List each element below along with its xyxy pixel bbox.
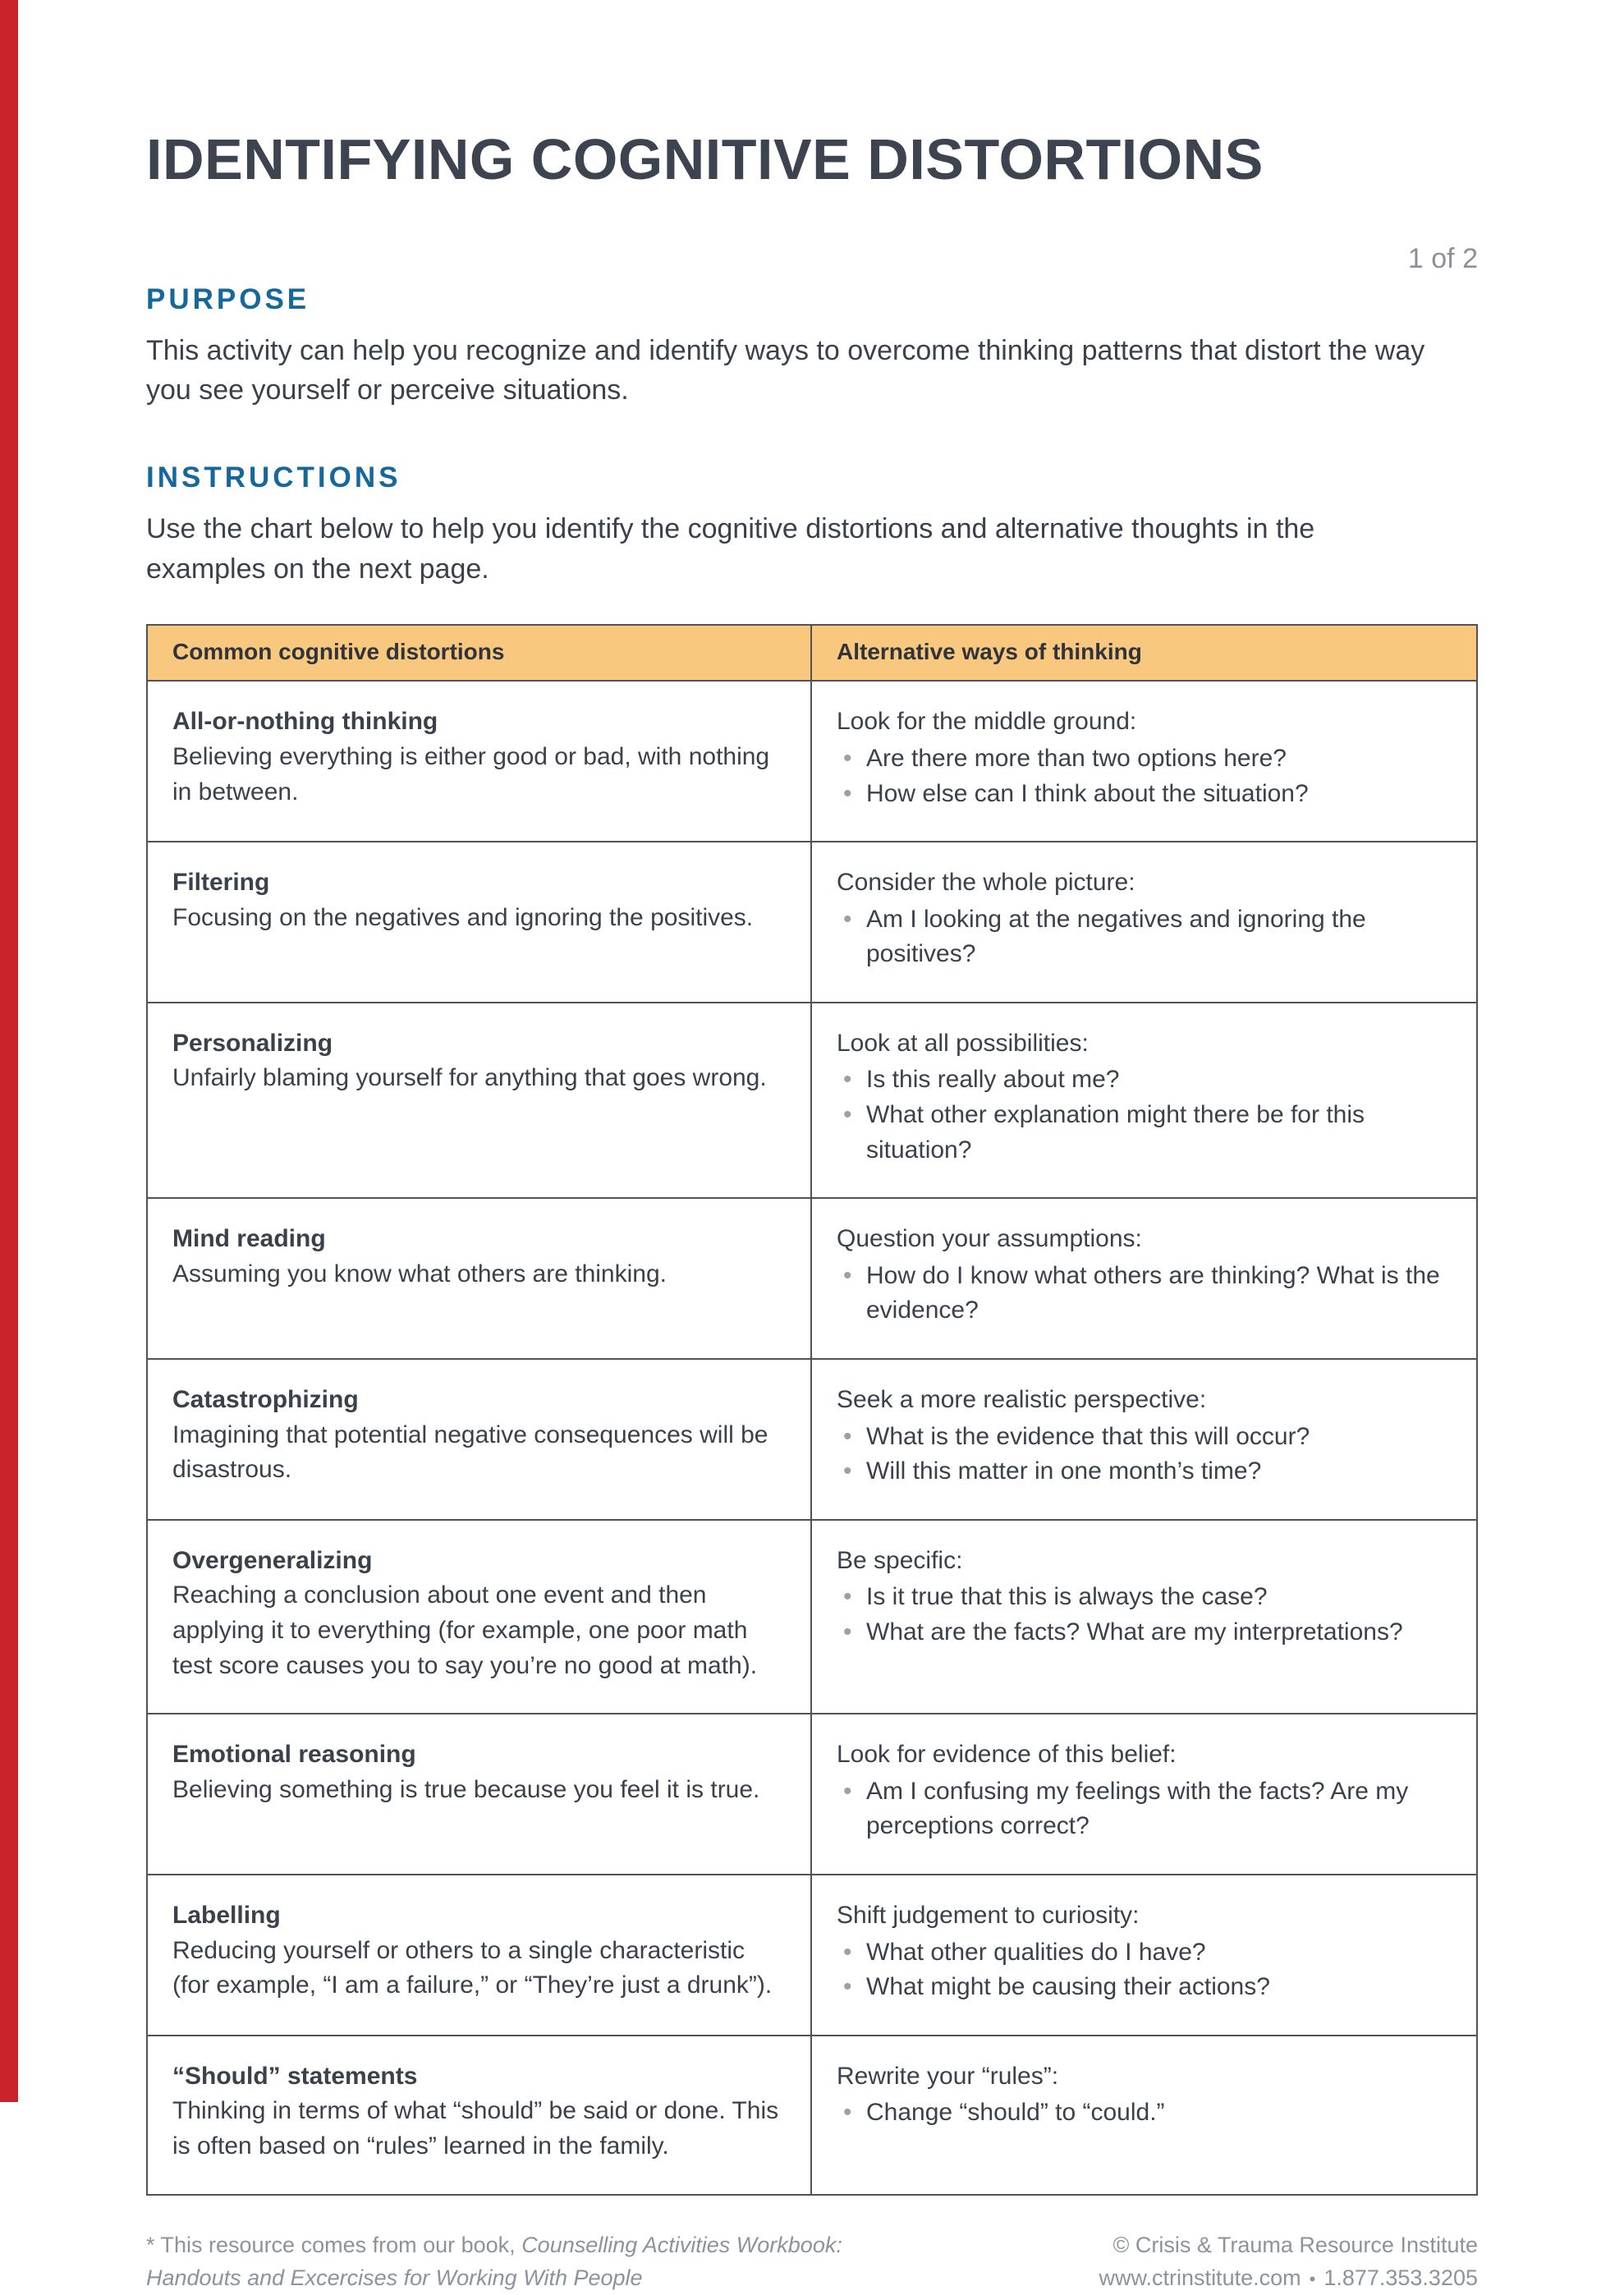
alternative-bullet: • How do I know what others are thinking? What is the evidence? xyxy=(837,1259,1452,1329)
distortion-definition: Believing everything is either good or bad, with nothing in between. xyxy=(172,742,770,806)
page-title: IDENTIFYING COGNITIVE DISTORTIONS xyxy=(146,127,1264,191)
alternative-bullet: • Is it true that this is always the case? xyxy=(837,1580,1452,1615)
alternative-intro: Look at all possibilities: xyxy=(837,1029,1089,1057)
table-row xyxy=(148,2035,1476,2194)
alternative-intro: Look for evidence of this belief: xyxy=(837,1741,1177,1769)
alternative-cell xyxy=(812,1714,1476,1874)
distortion-cell xyxy=(148,2036,812,2194)
alternative-cell xyxy=(812,1199,1476,1358)
alternative-bullets xyxy=(837,902,1452,972)
alternative-bullet: • Change “should” to “could.” xyxy=(837,2095,1452,2131)
website-link[interactable]: www.ctrinstitute.com xyxy=(1099,2265,1301,2291)
alternative-bullets xyxy=(837,2095,1452,2131)
table-row xyxy=(148,1713,1476,1874)
alternative-intro: Rewrite your “rules”: xyxy=(837,2062,1059,2090)
header-cell-distortions: Common cognitive distortions xyxy=(148,626,812,680)
distortion-term: Labelling xyxy=(172,1901,281,1929)
table-row xyxy=(148,1519,1476,1713)
instructions-heading: INSTRUCTIONS xyxy=(146,461,401,494)
table-row xyxy=(148,841,1476,1002)
page-footer xyxy=(146,2196,1478,2295)
distortion-definition: Assuming you know what others are thinking. xyxy=(172,1260,667,1287)
table-row xyxy=(148,1874,1476,2035)
alternative-bullet: • Is this really about me? xyxy=(837,1063,1452,1098)
distortion-term: Catastrophizing xyxy=(172,1386,359,1414)
distortion-term: Personalizing xyxy=(172,1029,333,1057)
alternative-cell xyxy=(812,1003,1476,1197)
distortion-definition: Reducing yourself or others to a single characteristic (for example, “I am a failure,” or “They’re just a drunk”). xyxy=(172,1936,773,1999)
table-row xyxy=(148,682,1476,841)
alternative-bullet: • How else can I think about the situation? xyxy=(837,777,1452,812)
table-row xyxy=(148,1197,1476,1358)
distortion-definition: Imagining that potential negative consequences will be disastrous. xyxy=(172,1421,768,1484)
footnote-book-title: Counselling Activities Workbook: xyxy=(521,2232,842,2257)
alternative-bullet: • What other qualities do I have? xyxy=(837,1935,1452,1971)
alternative-intro: Question your assumptions: xyxy=(837,1225,1142,1253)
alternative-cell xyxy=(812,2036,1476,2194)
alternative-intro: Look for the middle ground: xyxy=(837,708,1137,736)
distortion-term: Overgeneralizing xyxy=(172,1546,373,1574)
table-rows xyxy=(148,682,1476,2193)
alternative-bullets xyxy=(837,1063,1452,1168)
distortion-definition: Unfairly blaming yourself for anything that goes wrong. xyxy=(172,1064,767,1092)
alternative-bullet: • What might be causing their actions? xyxy=(837,1970,1452,2005)
distortion-cell xyxy=(148,682,812,841)
distortion-cell xyxy=(148,1360,812,1519)
alternative-bullet: • What are the facts? What are my interpretations? xyxy=(837,1615,1452,1650)
distortion-term: Emotional reasoning xyxy=(172,1741,416,1769)
alternative-cell xyxy=(812,682,1476,841)
header-cell-alternatives: Alternative ways of thinking xyxy=(837,639,1142,665)
alternative-cell xyxy=(812,1875,1476,2035)
alternative-cell xyxy=(812,842,1476,1002)
distortion-term: Filtering xyxy=(172,869,270,897)
footer-dot-separator: • xyxy=(1309,2269,1316,2290)
page-number: 1 of 2 xyxy=(1407,242,1478,274)
copyright-block xyxy=(1099,2228,1478,2295)
distortion-term: “Should” statements xyxy=(172,2062,418,2090)
copyright-text: © Crisis & Trauma Resource Institute xyxy=(1112,2232,1478,2257)
alternative-bullet: • What other explanation might there be for this situation? xyxy=(837,1098,1452,1168)
footnote-book-subtitle: Handouts and Excercises for Working With People xyxy=(146,2265,643,2291)
alternative-bullets xyxy=(837,741,1452,811)
purpose-heading: PURPOSE xyxy=(146,282,310,315)
alternative-intro: Seek a more realistic perspective: xyxy=(837,1386,1207,1414)
red-accent-bar xyxy=(0,0,18,2102)
alternative-intro: Be specific: xyxy=(837,1546,963,1574)
footnote xyxy=(146,2228,842,2295)
distortion-cell xyxy=(148,1003,812,1197)
alternative-bullet: • Am I confusing my feelings with the facts? Are my perceptions correct? xyxy=(837,1774,1452,1844)
alternative-intro: Consider the whole picture: xyxy=(837,869,1135,897)
phone-number: 1.877.353.3205 xyxy=(1324,2265,1478,2291)
alternative-bullets xyxy=(837,1935,1452,2005)
alternative-bullets xyxy=(837,1774,1452,1844)
alternative-bullets xyxy=(837,1259,1452,1329)
alternative-bullets xyxy=(837,1580,1452,1650)
distortion-cell xyxy=(148,1199,812,1358)
distortion-term: Mind reading xyxy=(172,1225,326,1253)
table-row xyxy=(148,1358,1476,1519)
alternative-bullet: • Am I looking at the negatives and ignoring the positives? xyxy=(837,902,1452,972)
distortion-term: All-or-nothing thinking xyxy=(172,708,438,736)
table-row xyxy=(148,1002,1476,1197)
alternative-intro: Shift judgement to curiosity: xyxy=(837,1901,1140,1929)
purpose-text: This activity can help you recognize and identify ways to overcome thinking patterns that distort the way you see yourself or perceive situations. xyxy=(146,334,1425,406)
distortion-cell xyxy=(148,1521,812,1713)
distortions-table xyxy=(146,624,1478,2195)
table-header-row xyxy=(148,626,1476,682)
alternative-cell xyxy=(812,1360,1476,1519)
alternative-bullet: • Are there more than two options here? xyxy=(837,741,1452,777)
distortion-definition: Believing something is true because you feel it is true. xyxy=(172,1775,760,1803)
alternative-bullets xyxy=(837,1420,1452,1489)
distortion-cell xyxy=(148,1714,812,1874)
distortion-definition: Reaching a conclusion about one event and then applying it to everything (for example, one poor math test score causes you to say you’re no good at math). xyxy=(172,1581,758,1679)
alternative-bullet: • Will this matter in one month’s time? xyxy=(837,1454,1452,1489)
distortion-cell xyxy=(148,842,812,1002)
alternative-cell xyxy=(812,1521,1476,1713)
distortion-definition: Thinking in terms of what “should” be said or done. This is often based on “rules” learned in the family. xyxy=(172,2097,779,2160)
alternative-bullet: • What is the evidence that this will occur? xyxy=(837,1420,1452,1455)
footnote-prefix: * This resource comes from our book, xyxy=(146,2232,522,2257)
instructions-text: Use the chart below to help you identify the cognitive distortions and alternative thoughts in the examples on the next page. xyxy=(146,513,1315,585)
distortion-definition: Focusing on the negatives and ignoring the positives. xyxy=(172,903,754,931)
distortion-cell xyxy=(148,1875,812,2035)
